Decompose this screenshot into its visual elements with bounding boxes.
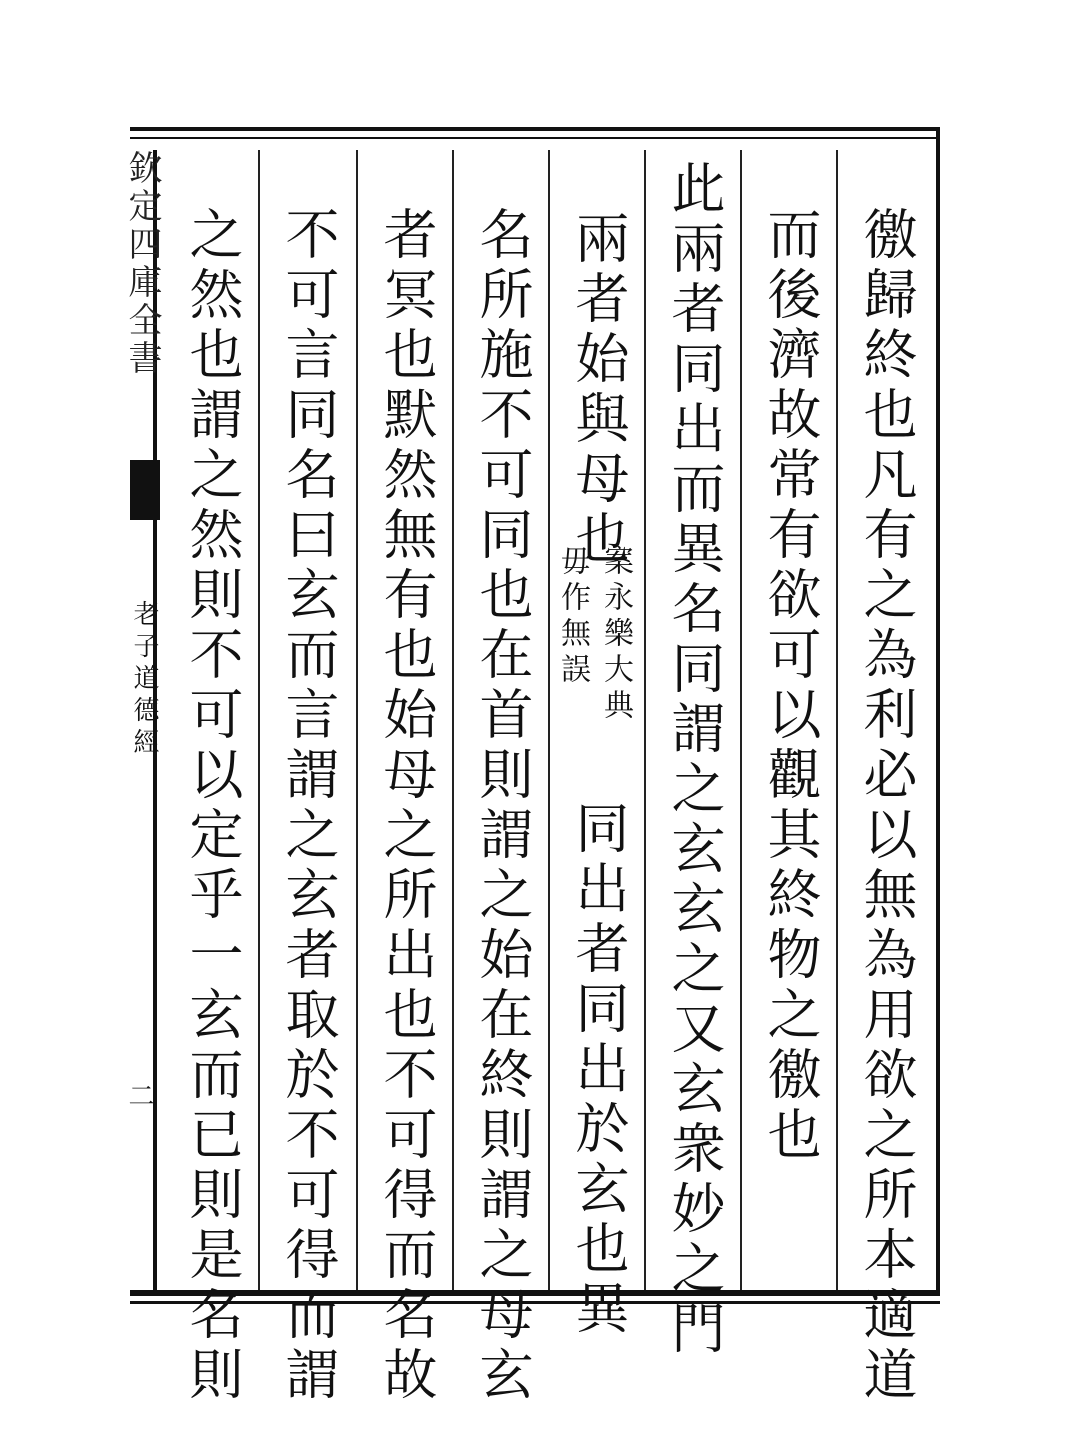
text-column-8: 之然也謂之然則不可以定乎一玄而已則是名則 [181,206,244,1406]
margin-series-title: 欽定四庫全書 [122,150,162,378]
editorial-note-left: 毋作無誤 [555,545,590,689]
text-column-5: 名所施不可同也在首則謂之始在終則謂之母玄 [471,206,534,1406]
bottom-border [130,1290,940,1296]
column-rule [258,150,260,1290]
column-rule [836,150,838,1290]
text-column-4-continued: 同出者同出於玄也異 [567,800,630,1340]
column-rule [548,150,550,1290]
text-column-7: 不可言同名曰玄而言謂之玄者取於不可得而謂 [277,206,340,1406]
text-column-4-main: 兩者始與母也 [567,210,630,570]
top-border-inner [130,137,940,139]
column-rule [356,150,358,1290]
text-column-1: 徼歸終也凡有之為利必以無為用欲之所本適道 [855,206,918,1406]
margin-book-title: 老子道德經 [129,600,159,760]
text-column-2: 而後濟故常有欲可以觀其終物之徼也 [759,206,822,1166]
text-column-6: 者冥也默然無有也始母之所出也不可得而名故 [375,206,438,1406]
editorial-note-right: 案永樂大典 [598,545,633,725]
top-border [130,127,940,131]
fish-tail-mark [130,460,160,520]
bottom-border-inner [130,1301,940,1304]
column-rule [644,150,646,1290]
margin-page-number: 二 [124,1082,154,1108]
right-border [936,130,940,1295]
column-rule [452,150,454,1290]
text-column-3: 此兩者同出而異名同謂之玄玄之又玄衆妙之門 [663,160,726,1360]
column-rule [740,150,742,1290]
